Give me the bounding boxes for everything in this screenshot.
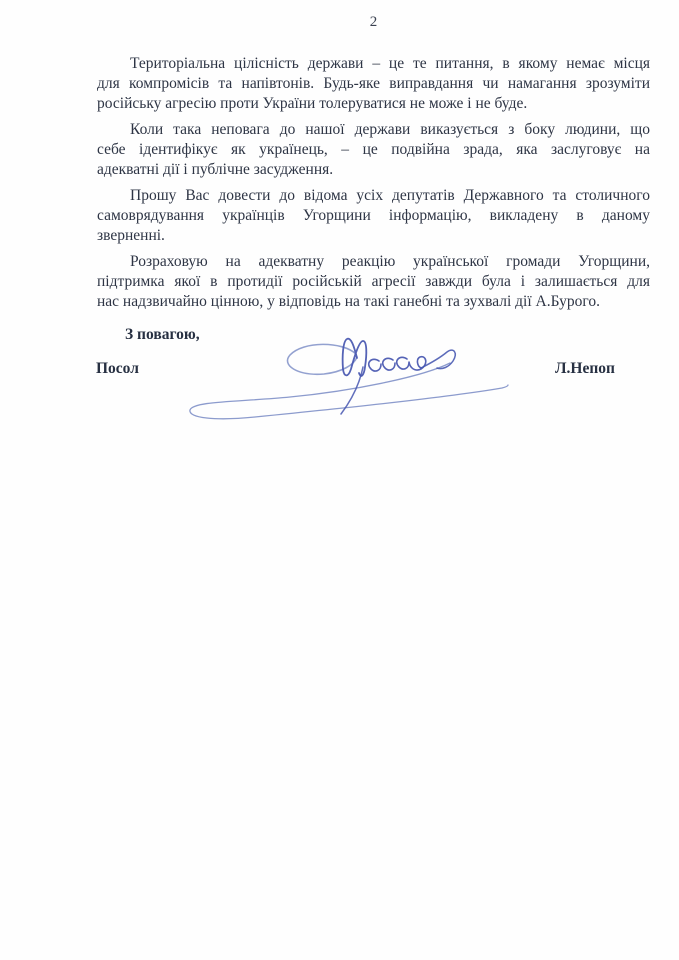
signer-name: Л.Непоп bbox=[555, 360, 615, 377]
paragraph-1-line-3: російську агресію проти України толеруватися не може і не буде. bbox=[97, 95, 528, 112]
paragraph-4-line-3: нас надзвичайно цінною, у відповідь на такі ганебні та зухвалі дії А.Бурого. bbox=[97, 293, 600, 310]
signature-descender-stroke bbox=[341, 367, 363, 414]
paragraph-4-line-1: Розраховую на адекватну реакцію української громади Угорщини, bbox=[130, 253, 650, 270]
paragraph-3-line-2: самоврядування українців Угорщини інформацію, викладену в даному bbox=[97, 207, 650, 224]
letter-body bbox=[97, 54, 650, 318]
paragraph-3-line-3: зверненні. bbox=[97, 227, 165, 244]
paragraph-2 bbox=[97, 120, 650, 180]
paragraph-3-line-1: Прошу Вас довести до відома усіх депутатів Державного та столичного bbox=[130, 187, 650, 204]
paragraph-2-line-3: адекватні дії і публічне засудження. bbox=[97, 161, 334, 178]
paragraph-1 bbox=[97, 54, 650, 114]
paragraph-1-line-2: для компромісів та напівтонів. Будь-яке виправдання чи намагання зрозуміти bbox=[97, 75, 650, 92]
paragraph-4-line-2: підтримка якої в протидії російській агресії завжди була і залишається для bbox=[97, 273, 650, 290]
signature-oval-stroke bbox=[287, 344, 357, 374]
paragraph-2-line-2: себе ідентифікує як українець, – це подвійна зрада, яка заслуговує на bbox=[97, 141, 650, 158]
signature-loops-stroke bbox=[369, 357, 426, 371]
paragraph-2-line-1: Коли така неповага до нашої держави виказується з боку людини, що bbox=[130, 121, 650, 138]
closing-salutation: З повагою, bbox=[125, 326, 200, 343]
paragraph-4 bbox=[97, 252, 650, 312]
signature-letter-stroke bbox=[343, 339, 367, 376]
page-number: 2 bbox=[369, 14, 378, 30]
signature-underline-stroke bbox=[190, 363, 508, 419]
signature-tail-stroke bbox=[421, 350, 455, 368]
signer-title: Посол bbox=[96, 360, 139, 377]
handwritten-signature-image bbox=[170, 330, 530, 440]
paragraph-3 bbox=[97, 186, 650, 246]
paragraph-1-line-1: Територіальна цілісність держави – це те питання, в якому немає місця bbox=[130, 55, 650, 72]
